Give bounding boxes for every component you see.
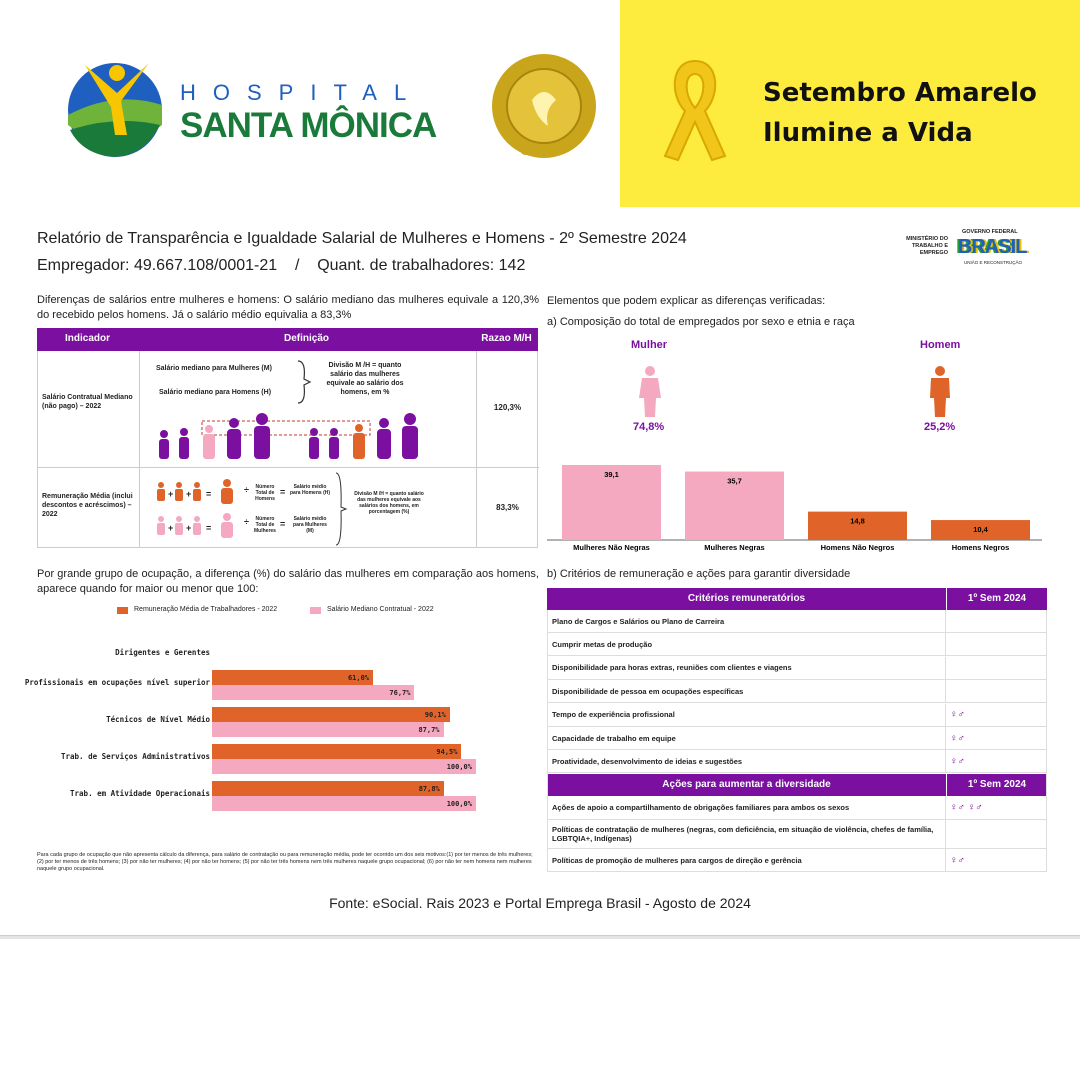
criteria-header: [547, 588, 1047, 610]
criteria-header-sem: 1º Sem 2024: [946, 588, 1047, 610]
action-label: Políticas de contratação de mulheres (negras, com deficiência, em situação de violência, chefes de família, LGBTQIA+, Indígenas): [547, 820, 946, 848]
composition-category-label: Mulheres Não Negras: [573, 543, 650, 552]
criteria-row: [547, 704, 1047, 727]
equals-sign: =: [280, 487, 286, 497]
gov-label: GOVERNO FEDERAL: [962, 229, 1018, 235]
row2-num-women: Número Total de Mulheres: [254, 516, 276, 534]
gender-mark-icon: [946, 633, 1047, 655]
gender-mark-icon: ♀♂: [950, 755, 965, 767]
gender-mark-icon: ♀♂ ♀♂: [950, 802, 983, 813]
criteria-row: [547, 680, 1047, 703]
occupation-category-label: Trab. em Atividade Operacionais: [70, 789, 210, 798]
occupation-category-label: Dirigentes e Gerentes: [115, 648, 210, 657]
divide-sign: ÷: [244, 517, 249, 527]
campaign-banner: [620, 0, 1080, 207]
row2-indicator: Remuneração Média (inclui descontos e acréscimos) – 2022: [42, 493, 133, 518]
man-icon: [928, 365, 952, 417]
man-percent: 25,2%: [924, 421, 956, 433]
legend-series-1: Remuneração Média de Trabalhadores - 2022: [134, 606, 278, 613]
action-row: [547, 796, 1047, 820]
yellow-ribbon-icon: [660, 56, 730, 164]
man-label: Homem: [920, 339, 961, 351]
svg-text:+: +: [186, 523, 192, 533]
campaign-line2: Ilumine a Vida: [763, 118, 973, 148]
gender-mark-icon: ♀♂: [950, 709, 965, 721]
report-title: Relatório de Transparência e Igualdade Salarial de Mulheres e Homens - 2º Semestre 2024: [37, 230, 687, 247]
criteria-label: Disponibilidade para horas extras, reuniões com clientes e viagens: [547, 657, 946, 679]
composition-value-label: 14,8: [850, 516, 865, 526]
th-indicador: Indicador: [64, 333, 110, 344]
composition-chart: [547, 440, 1047, 555]
ona-label: ONA: [520, 142, 554, 159]
criteria-row: [547, 610, 1047, 633]
equals-sign: =: [280, 519, 286, 529]
occupation-category-label: Trab. de Serviços Administrativos: [60, 752, 210, 761]
gov-sub: UNIÃO E RECONSTRUÇÃO: [964, 260, 1023, 265]
svg-text:+: +: [186, 489, 192, 499]
occupation-value-label: 90,1%: [424, 711, 446, 719]
gender-mark-icon: [946, 657, 1047, 679]
action-row: [547, 820, 1047, 849]
woman-percent: 74,8%: [633, 421, 665, 433]
source-footer: Fonte: eSocial. Rais 2023 e Portal Emprega Brasil - Agosto de 2024: [329, 895, 751, 911]
right-heading: Elementos que podem explicar as diferenças verificadas:: [547, 295, 826, 307]
woman-icon: [638, 365, 662, 417]
gender-mark-icon: [946, 610, 1047, 632]
criteria-row: [547, 750, 1047, 773]
criteria-label: Tempo de experiência profissional: [547, 704, 946, 726]
gov-brand-logo: BRASIL: [958, 236, 1027, 258]
occupation-value-label: 87,7%: [418, 726, 440, 734]
gender-mark-icon: ♀♂: [950, 732, 965, 744]
actions-header-label: Ações para aumentar a diversidade: [662, 779, 831, 790]
occupation-value-label: 61,0%: [347, 674, 370, 682]
divide-sign: ÷: [244, 485, 249, 495]
occupation-chart: [0, 0, 540, 820]
criteria-row: [547, 657, 1047, 680]
hospital-name-line1: HOSPITAL: [180, 80, 424, 105]
legend-series-2: Salário Mediano Contratual - 2022: [327, 606, 434, 613]
gender-mark-icon: ♀♂: [950, 854, 965, 866]
ministry-label: MINISTÉRIO DO TRABALHO E EMPREGO: [906, 236, 948, 256]
gender-mark-icon: [946, 820, 1047, 848]
row1-division: Divisão M /H = quanto salário das mulheres equivale ao salário dos homens, em %: [326, 362, 404, 396]
action-row: [547, 849, 1047, 872]
actions-header: [547, 774, 1047, 796]
row2-division: Divisão M /H = quanto salário das mulheres equivale aos salários dos homens, em porcentagem (%): [354, 491, 424, 515]
occupation-value-label: 100,0%: [446, 763, 472, 771]
campaign-line1: Setembro Amarelo: [763, 78, 1037, 108]
row1-value: 120,3%: [493, 403, 522, 412]
composition-value-label: 35,7: [727, 476, 742, 486]
svg-text:+: +: [168, 523, 174, 533]
row2-num-men: Número Total de Homens: [255, 484, 275, 502]
occupation-intro: Por grande grupo de ocupação, a diferença (%) do salário das mulheres em comparação aos homens, aparece quando for maior ou menor que 100:: [37, 568, 539, 595]
criteria-label: Disponibilidade de pessoa em ocupações específicas: [547, 680, 946, 702]
occupation-value-label: 94,5%: [436, 748, 458, 756]
divider: [0, 935, 1080, 939]
criteria-row: [547, 727, 1047, 750]
occupation-value-label: 76,7%: [389, 689, 411, 697]
occupation-footnote: Para cada grupo de ocupação que não apresenta cálculo da diferença, para salário de contratação ou para remuneração média, pode ter ocorrido um dos seis motivos:(1) por ter menos de três mulheres; (2) por ter menos de três homens; (3) por não ter mulheres; (4) por não ter homens; (5) por não ter três homens nem três mulheres naquele grupo ocupacional; (6) por não ter nem homens nem mulheres naquele grupo ocupacional.: [37, 852, 533, 872]
th-razao: Razao M/H: [481, 333, 532, 344]
occupation-category-label: Técnicos de Nível Médio: [106, 715, 210, 724]
svg-text:=: =: [206, 523, 212, 533]
composition-category-label: Mulheres Negras: [704, 543, 765, 552]
occupation-value-label: 87,8%: [418, 785, 440, 793]
report-employer: Empregador: 49.667.108/0001-21 / Quant. de trabalhadores: 142: [37, 257, 526, 274]
action-label: Políticas de promoção de mulheres para cargos de direção e gerência: [547, 849, 946, 871]
criteria-row: [547, 633, 1047, 656]
occupation-category-label: Profissionais em ocupações nível superior: [24, 678, 210, 687]
woman-label: Mulher: [631, 339, 668, 351]
composition-category-label: Homens Negros: [951, 543, 1010, 552]
criteria-label: Capacidade de trabalho em equipe: [547, 727, 946, 749]
svg-text:+: +: [168, 489, 174, 499]
criteria-header-label: Critérios remuneratórios: [687, 593, 806, 604]
actions-header-sem: 1º Sem 2024: [946, 774, 1047, 796]
criteria-label: Proatividade, desenvolvimento de ideias e sugestões: [547, 750, 946, 772]
row1-def-m: Salário mediano para Mulheres (M): [156, 365, 272, 372]
criteria-subheading: b) Critérios de remuneração e ações para garantir diversidade: [547, 568, 851, 580]
criteria-label: Cumprir metas de produção: [547, 633, 946, 655]
composition-category-label: Homens Não Negros: [820, 543, 895, 552]
row1-def-h: Salário mediano para Homens (H): [159, 389, 272, 396]
row2-value: 83,3%: [496, 503, 519, 512]
occupation-value-label: 100,0%: [446, 800, 472, 808]
gender-mark-icon: [946, 680, 1047, 702]
svg-text:=: =: [206, 489, 212, 499]
row2-sal-men: Salário médio para Homens (H): [290, 484, 331, 496]
hospital-name-line2: SANTA MÔNICA: [180, 106, 437, 145]
composition-value-label: 39,1: [604, 470, 619, 479]
salary-intro: Diferenças de salários entre mulheres e homens: O salário mediano das mulheres equivale a 120,3% do recebido pelos homens. Já o salário médio equivalia a 83,3%: [37, 294, 539, 321]
th-definicao: Definição: [283, 333, 329, 344]
composition-value-label: 10,4: [973, 525, 988, 535]
criteria-label: Plano de Cargos e Salários ou Plano de Carreira: [547, 610, 946, 632]
action-label: Ações de apoio a compartilhamento de obrigações familiares para ambos os sexos: [547, 796, 946, 819]
row2-sal-women: Salário médio para Mulheres (M): [293, 516, 327, 534]
composition-subheading: a) Composição do total de empregados por sexo e etnia e raça: [547, 316, 855, 328]
row1-indicator: Salário Contratual Mediano (não pago) – 2022: [42, 394, 133, 410]
